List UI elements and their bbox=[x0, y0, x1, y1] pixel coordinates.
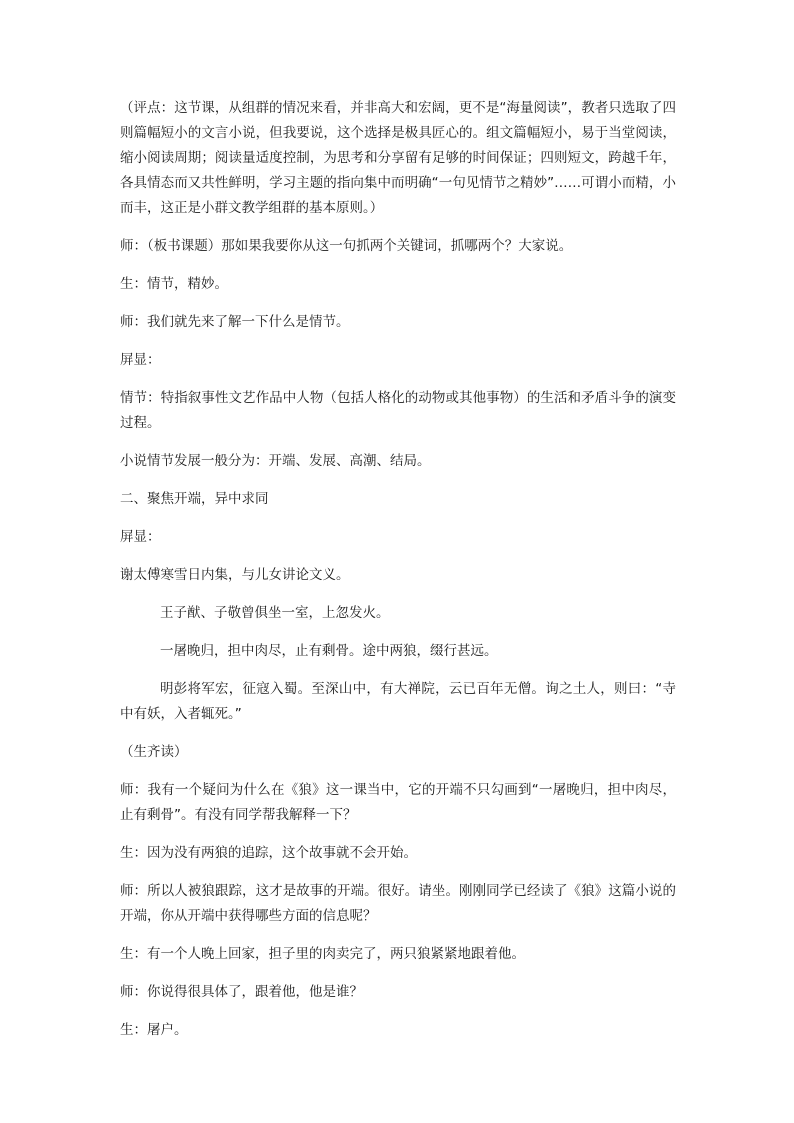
excerpt-line: 王子猷、子敬曾俱坐一室，上忽发火。 bbox=[160, 605, 390, 621]
student-line: 生：情节，精妙。 bbox=[120, 276, 228, 292]
plot-stages: 小说情节发展一般分为：开端、发展、高潮、结局。 bbox=[120, 453, 431, 469]
teacher-line: 师：你说得很具体了，跟着他，他是谁？ bbox=[120, 984, 363, 1000]
screen-display-label: 屏显： bbox=[120, 529, 161, 545]
teacher-line: 师：我有一个疑问为什么在《狼》这一课当中，它的开端不只勾画到“一屠晚归，担中肉尽，止有剩骨”。有没有同学帮我解释一下？ bbox=[120, 782, 676, 823]
teacher-line: 师：我们就先来了解一下什么是情节。 bbox=[120, 314, 350, 330]
excerpt-line: 谢太傅寒雪日内集，与儿女讲论文义。 bbox=[120, 567, 350, 583]
excerpt-line: 一屠晚归，担中肉尽，止有剩骨。途中两狼，缀行甚远。 bbox=[160, 643, 498, 659]
student-line: 生：有一个人晚上回家，担子里的肉卖完了，两只狼紧紧地跟着他。 bbox=[120, 946, 525, 962]
commentary-paragraph: （评点：这节课，从组群的情况来看，并非高大和宏阔，更不是“海量阅读”，教者只选取了四则篇幅短小的文言小说，但我要说，这个选择是极具匠心的。组文篇幅短小，易于当堂阅读，缩小阅读周期；阅读量适度控制，为思考和分享留有足够的时间保证；四则短文，跨越千年，各具情态而又共性鲜明，学习主题的指向集中而明确“一句见情节之精妙”……可谓小而精，小而丰，这正是小群文教学组群的基本原则。） bbox=[120, 100, 676, 216]
student-line: 生：屠户。 bbox=[120, 1022, 188, 1038]
plot-definition: 情节：特指叙事性文艺作品中人物（包括人格化的动物或其他事物）的生活和矛盾斗争的演变过程。 bbox=[120, 390, 676, 431]
student-line: 生：因为没有两狼的追踪，这个故事就不会开始。 bbox=[120, 845, 417, 861]
stage-direction: （生齐读） bbox=[120, 744, 188, 760]
excerpt-line: 明彭将军宏，征寇入蜀。至深山中，有大禅院，云已百年无僧。询之土人，则曰：“寺中有妖，入者辄死。” bbox=[120, 681, 676, 722]
document-page bbox=[120, 96, 676, 1056]
screen-display-label: 屏显： bbox=[120, 352, 161, 368]
teacher-line: 师：（板书课题）那如果我要你从这一句抓两个关键词，抓哪两个？大家说。 bbox=[120, 238, 573, 254]
teacher-line: 师：所以人被狼跟踪，这才是故事的开端。很好。请坐。刚刚同学已经读了《狼》这篇小说的开端，你从开端中获得哪些方面的信息呢？ bbox=[120, 883, 676, 924]
section-heading: 二、聚焦开端，异中求同 bbox=[120, 491, 269, 507]
